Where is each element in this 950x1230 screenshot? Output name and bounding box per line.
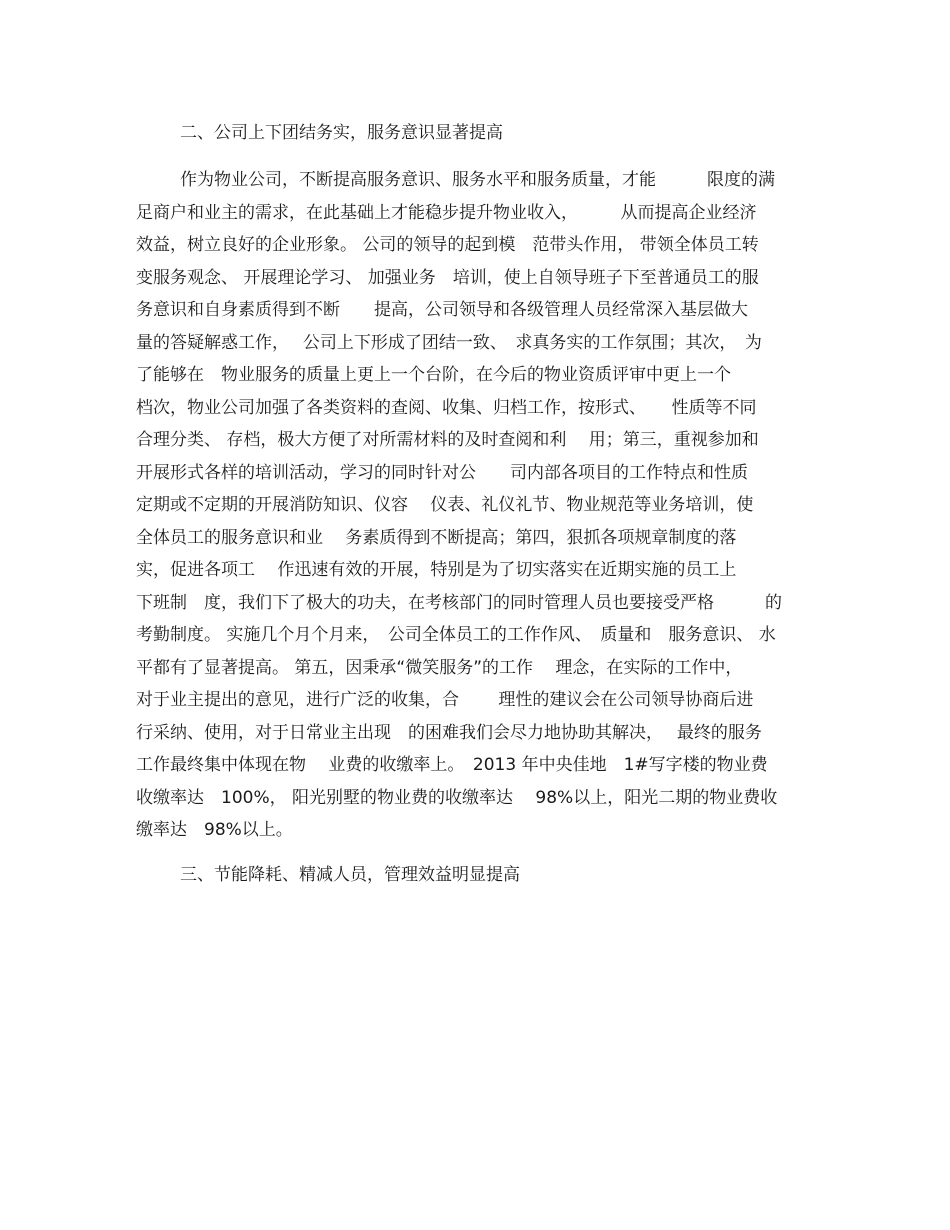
paragraph-line: 合理分类、 存档，极大方便了对所需材料的及时查阅和利 用；第三，重视参加和 [136,430,759,450]
paragraph-line: 量的答疑解惑工作， 公司上下形成了团结一致、 求真务实的工作氛围；其次， 为 [136,332,762,353]
paragraph-line: 效益，树立良好的企业形象。 公司的领导的起到模 范带头作用， 带领全体员工转 [136,235,759,255]
paragraph-line: 足商户和业主的需求，在此基础上才能稳步提升物业收入， 从而提高企业经济 [136,202,757,223]
paragraph-line: 变服务观念、 开展理论学习、 加强业务 培训，使上自领导班子下至普通员工的服 [136,267,759,288]
paragraph-line: 收缴率达 100%， 阳光别墅的物业费的收缴率达 98%以上，阳光二期的物业费收 [136,787,778,808]
paragraph-line: 工作最终集中体现在物 业费的收缴率上。 2013 年中央佳地 1#写字楼的物业费 [136,755,768,775]
paragraph-line: 对于业主提出的意见，进行广泛的收集，合 理性的建议会在公司领导协商后进 [136,690,754,710]
paragraph-line: 平都有了显著提高。 第五，因秉承“微笑服务”的工作 理念，在实际的工作中， [136,657,743,678]
paragraph-line: 务意识和自身素质得到不断 提高，公司领导和各级管理人员经常深入基层做大 [136,300,748,320]
paragraph-line: 全体员工的服务意识和业 务素质得到不断提高；第四，狠抓各项规章制度的落 [136,527,737,548]
paragraph-line: 作为物业公司，不断提高服务意识、服务水平和服务质量，才能 限度的满 [180,170,775,190]
paragraph-line: 行采纳、使用，对于日常业主出现 的困难我们会尽力地协助其解决， 最终的服务 [136,722,762,743]
paragraph-line: 下班制 度，我们下了极大的功夫，在考核部门的同时管理人员也要接受严格 的 [136,592,782,613]
paragraph-line: 实，促进各项工 作迅速有效的开展，特别是为了切实落实在近期实施的员工上 [136,560,737,580]
paragraph-line: 开展形式各样的培训活动，学习的同时针对公 司内部各项目的工作特点和性质 [136,462,748,483]
section-paragraph [136,164,816,847]
paragraph-line: 了能够在 物业服务的质量上更上一个台阶，在今后的物业资质评审中更上一个 [136,365,731,385]
paragraph-line: 考勤制度。 实施几个月个月来， 公司全体员工的工作作风、 质量和 服务意识、 水 [136,625,776,645]
section-heading-2: 二、公司上下团结务实，服务意识显著提高 [180,123,503,143]
paragraph-line: 缴率达 98%以上。 [136,820,293,840]
paragraph-line: 档次，物业公司加强了各类资料的查阅、收集、归档工作，按形式、 性质等不同 [136,397,757,418]
paragraph-line: 定期或不定期的开展消防知识、仪容 仪表、礼仪礼节、物业规范等业务培训，使 [136,495,754,515]
section-heading-3: 三、节能降耗、精减人员，管理效益明显提高 [180,865,520,885]
